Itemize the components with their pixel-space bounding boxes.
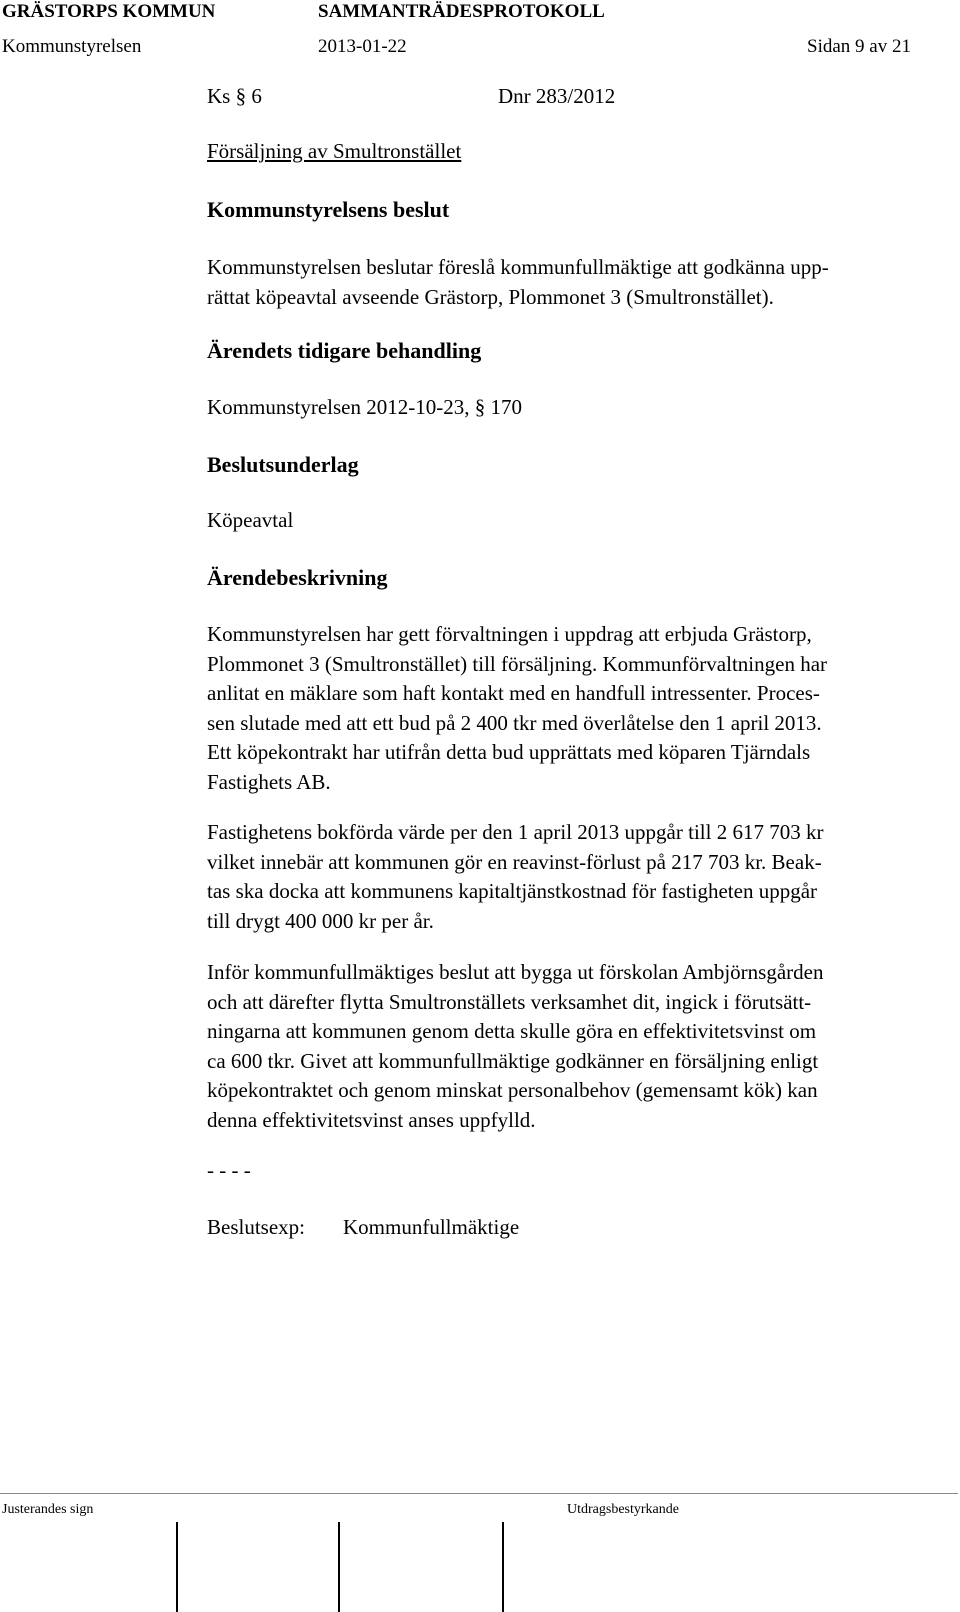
document-type: SAMMANTRÄDESPROTOKOLL [318,1,605,22]
paragraph-line: till drygt 400 000 kr per år. [207,908,434,933]
paragraph-line: och att därefter flytta Smultronställets verksamhet dit, ingick i förutsätt- [207,989,812,1014]
paragraph-line: tas ska docka att kommunens kapitaltjänstkostnad för fastigheten uppgår [207,879,818,903]
paragraph-line: ningarna att kommunen genom detta skulle göra en effektivitetsvinst om [207,1019,817,1043]
paragraph-line: Fastighetens bokförda värde per den 1 april 2013 uppgår till 2 617 703 kr [207,820,824,844]
paragraph-line: köpekontraktet och genom minskat personalbehov (gemensamt kök) kan [207,1078,818,1102]
decision-heading: Kommunstyrelsens beslut [207,197,450,222]
paragraph-line: ca 600 tkr. Givet att kommunfullmäktige godkänner en försäljning enligt [207,1048,819,1073]
decision-line: rättat köpeavtal avseende Grästorp, Plommonet 3 (Smultronstället). [207,284,774,309]
decision-text [207,253,927,312]
header-date: 2013-01-22 [318,36,407,57]
org-name: GRÄSTORPS KOMMUN [2,1,216,22]
dispatch-value: Kommunfullmäktige [343,1215,520,1239]
paragraph-line: vilket innebär att kommunen gör en reavinst-förlust på 217 703 kr. Beak- [207,849,822,874]
decision-line: Kommunstyrelsen beslutar föreslå kommunfullmäktige att godkänna upp- [207,255,829,279]
signature-divider [502,1522,504,1612]
basis-heading: Beslutsunderlag [207,452,359,477]
description-paragraph-2 [207,818,927,936]
header-body: Kommunstyrelsen [2,36,142,57]
dnr: Dnr 283/2012 [498,84,616,108]
description-paragraph-1 [207,620,927,797]
paragraph-line: Kommunstyrelsen har gett förvaltningen i uppdrag att erbjuda Grästorp, [207,622,812,646]
dispatch-label: Beslutsexp: [207,1215,305,1239]
paragraph-line: Fastighets AB. [207,769,331,794]
basis-text: Köpeavtal [207,508,294,532]
footer-utdragsbestyrkande: Utdragsbestyrkande [567,1502,679,1517]
paragraph-line: anlitat en mäklare som haft kontakt med en handfull intressenter. Proces- [207,681,820,705]
paragraph-line: sen slutade med att ett bud på 2 400 tkr med överlåtelse den 1 april 2013. [207,710,822,735]
description-heading: Ärendebeskrivning [207,565,388,590]
footer-divider [0,1493,958,1494]
paragraph-line: Plommonet 3 (Smultronstället) till försäljning. Kommunförvaltningen har [207,651,828,676]
matter-title: Försäljning av Smultronstället [207,139,462,163]
section-number: Ks § 6 [207,84,262,108]
page-number: Sidan 9 av 21 [807,36,911,57]
separator: - - - - [207,1158,251,1182]
footer-justerandes-sign: Justerandes sign [2,1502,94,1517]
description-paragraph-3 [207,958,927,1135]
previous-text: Kommunstyrelsen 2012-10-23, § 170 [207,395,522,419]
signature-divider [176,1522,178,1612]
paragraph-line: Inför kommunfullmäktiges beslut att bygga ut förskolan Ambjörnsgården [207,960,824,984]
signature-divider [338,1522,340,1612]
previous-heading: Ärendets tidigare behandling [207,338,482,363]
paragraph-line: Ett köpekontrakt har utifrån detta bud upprättats med köparen Tjärndals [207,740,811,764]
paragraph-line: denna effektivitetsvinst anses uppfylld. [207,1107,536,1132]
